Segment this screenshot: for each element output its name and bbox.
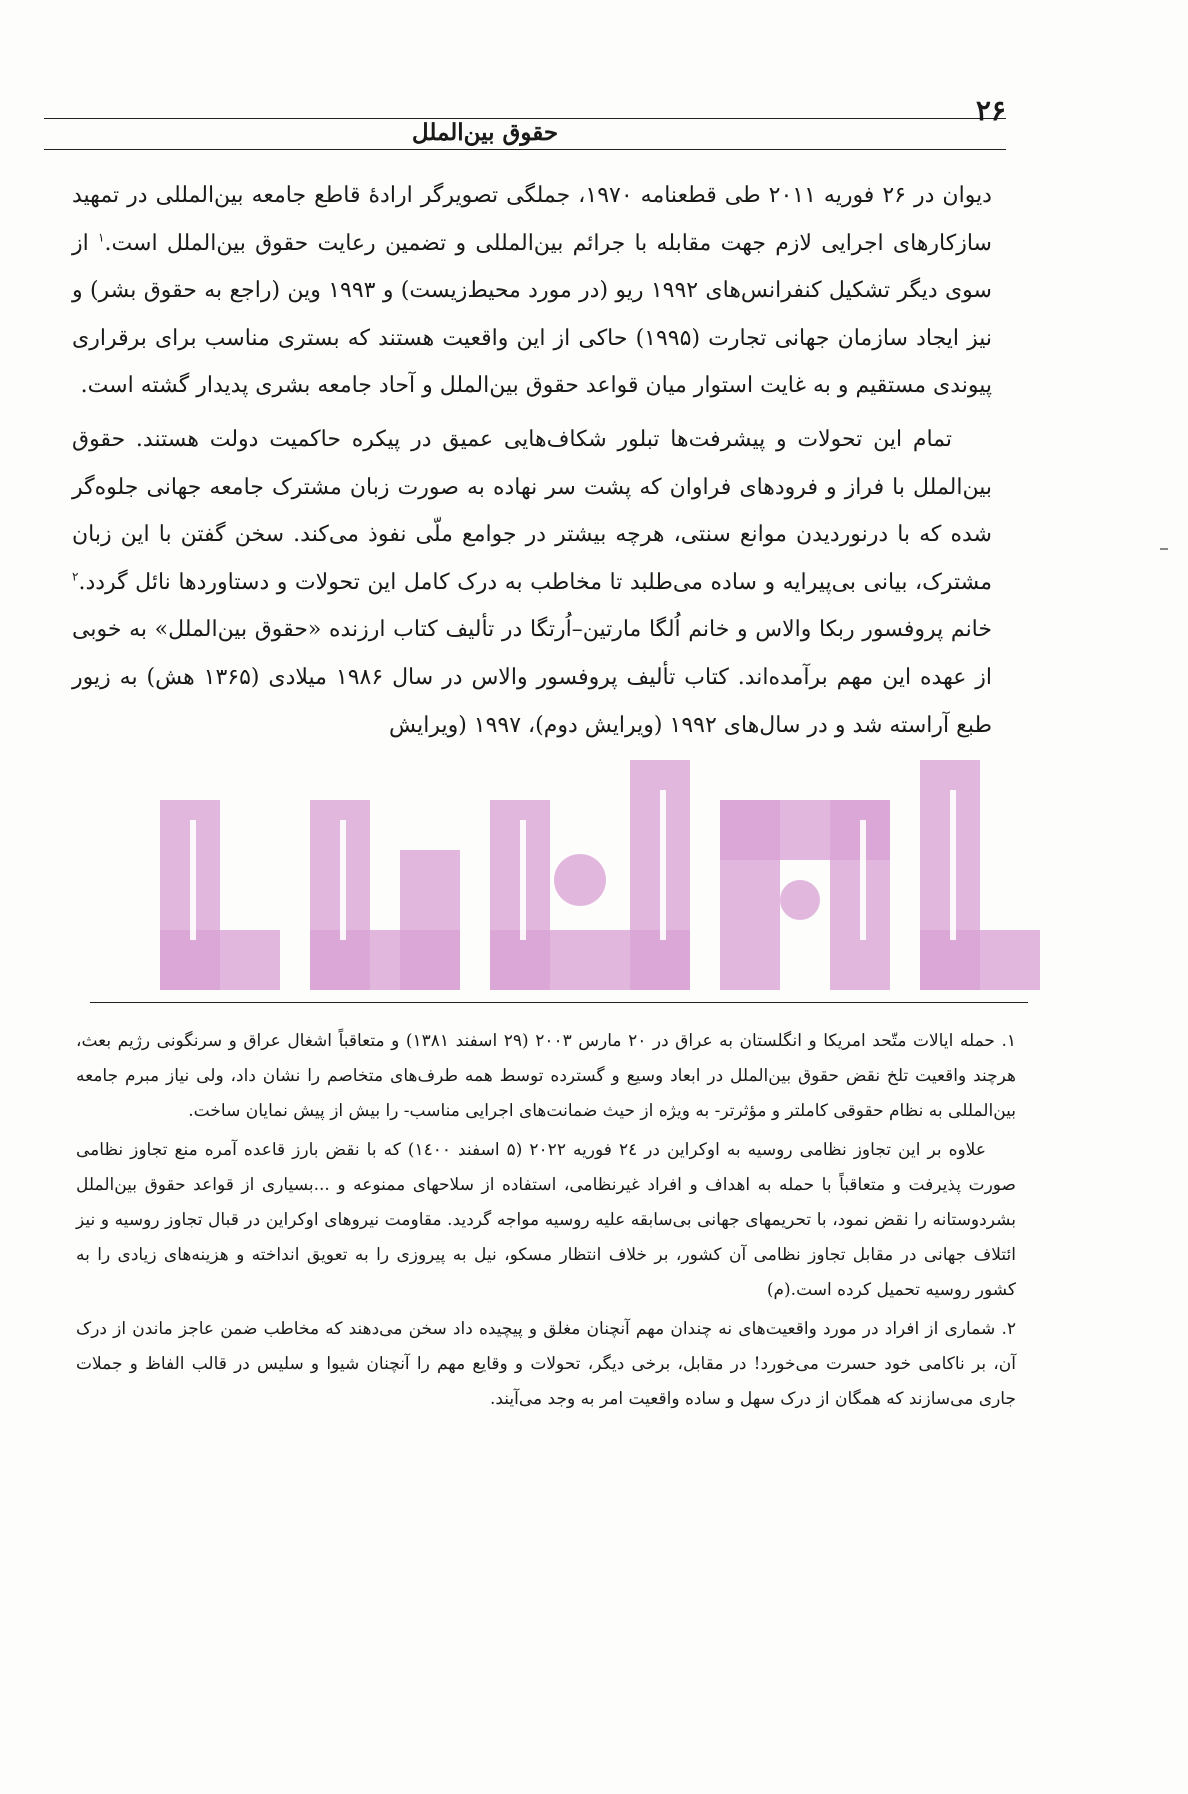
main-text [72,172,992,755]
publisher-logo-watermark-icon [160,760,1040,1030]
paragraph-text: از سوی دیگر تشکیل کنفرانس‌های ۱۹۹۲ ریو (در مورد محیط‌زیست) و ۱۹۹۳ وین (راجع به حقوق بشر) و نیز ایجاد سازمان جهانی تجارت (۱۹۹۵) حاکی از این واقعیت هستند که بستری مناسب برای برقراری پیوندی مستقیم و به غایت استوار میان قواعد حقوق بین‌الملل و آحاد جامعه بشری پدیدار گشته است. [72,230,992,399]
header-bottom-rule [44,149,1006,150]
running-title: حقوق بین‌الملل [411,119,559,146]
margin-mark [1160,548,1168,550]
footnote-reference: ۱ [98,230,105,245]
page-header [44,96,1006,152]
paragraph [72,416,992,749]
paragraph-text: تمام این تحولات و پیشرفت‌ها تبلور شکاف‌هایی عمیق در پیکره حاکمیت دولت هستند. حقوق بین‌الملل با فراز و فرودهای فراوان که پشت سر نهاده به صورت زبان مشترک جامعه جهانی جلوه‌گر شده که با درنوردیدن موانع سنتی، هرچه بیشتر در جوامع ملّی نفوذ می‌کند. سخن گفتن با این زبان مشترک، بیانی بی‌پیرایه و ساده می‌طلبد تا مخاطب به درک کامل این تحولات و دستاوردها نائل گردد. [72,426,992,595]
paragraph-text: دیوان در ۲۶ فوریه ۲۰۱۱ طی قطعنامه ۱۹۷۰، جملگی تصویرگر ارادهٔ قاطع جامعه بین‌المللی در تمهید سازکارهای اجرایی لازم جهت مقابله با جرائم بین‌المللی و تضمین رعایت حقوق بین‌الملل است. [72,183,992,256]
paragraph-text: خانم پروفسور ربکا والاس و خانم اُلگا مارتین–اُرتگا در تألیف کتاب ارزنده «حقوق بین‌الملل» به خوبی از عهده این مهم برآمده‌اند. کتاب تألیف پروفسور والاس در سال ۱۹۸۶ میلادی (۱۳۶۵ هش) به زیور طبع آراسته شد و در سال‌های ۱۹۹۲ (ویرایش دوم)، ۱۹۹۷ (ویرایش [72,617,993,738]
footnote-continuation: علاوه بر این تجاوز نظامی روسیه به اوکراین در ۲٤ فوریه ۲۰۲۲ (۵ اسفند ۱٤۰۰) که با نقض بارز قاعده آمره منع تجاوز نظامی صورت پذیرفت و متعاقباً با حمله به اهداف و افراد غیرنظامی، استفاده از سلاحهای ممنوعه و ...بسیاری از قواعد حقوق بین‌الملل بشردوستانه را نقض نمود، با تحریمهای جهانی بی‌سابقه علیه روسیه مواجه گردید. مقاومت نیروهای اوکراین در قبال تجاوز روسیه و نیز ائتلاف جهانی در مقابل تجاوز نظامی آن کشور، بر خلاف انتظار مسکو، نیل به پیروزی را به تعویق انداخته و هزینه‌های زیادی را به کشور روسیه تحمیل کرده است.(م) [76,1140,1016,1300]
footnote-separator [90,1002,1028,1003]
footnote: ۱. حمله ایالات متّحد امریکا و انگلستان به عراق در ۲۰ مارس ۲۰۰۳ (۲۹ اسفند ۱۳۸۱) و متعاقباً اشغال عراق و سرنگونی رژیم بعث، هرچند واقعیت تلخ نقض حقوق بین‌الملل در ابعاد وسیع و گسترده توسط همه طرف‌های متخاصم را نشان داد، ولی نیاز مبرم جامعه بین‌المللی به نظام حقوقی کاملتر و مؤثرتر- به ویژه از حیث ضمانت‌های اجرایی مناسب- را بیش از پیش نمایان ساخت. [76,1031,1016,1121]
page-number: ۲۶ [975,94,1006,127]
footnote: ۲. شماری از افراد در مورد واقعیت‌های نه چندان مهم آنچنان مغلق و پیچیده داد سخن می‌دهند که مخاطب ضمن عاجز ماندن از درک آن، بر ناکامی خود حسرت می‌خورد! در مقابل، برخی دیگر، تحولات و وقایع مهم را آنچنان شیوا و سلیس در قالب الفاظ و جملات جاری می‌سازند که همگان از درک سهل و ساده واقعیت امر به وجد می‌آیند. [76,1319,1016,1409]
paragraph [72,172,992,410]
footnotes [76,1024,1016,1421]
footnote-reference: ۲ [72,569,79,584]
